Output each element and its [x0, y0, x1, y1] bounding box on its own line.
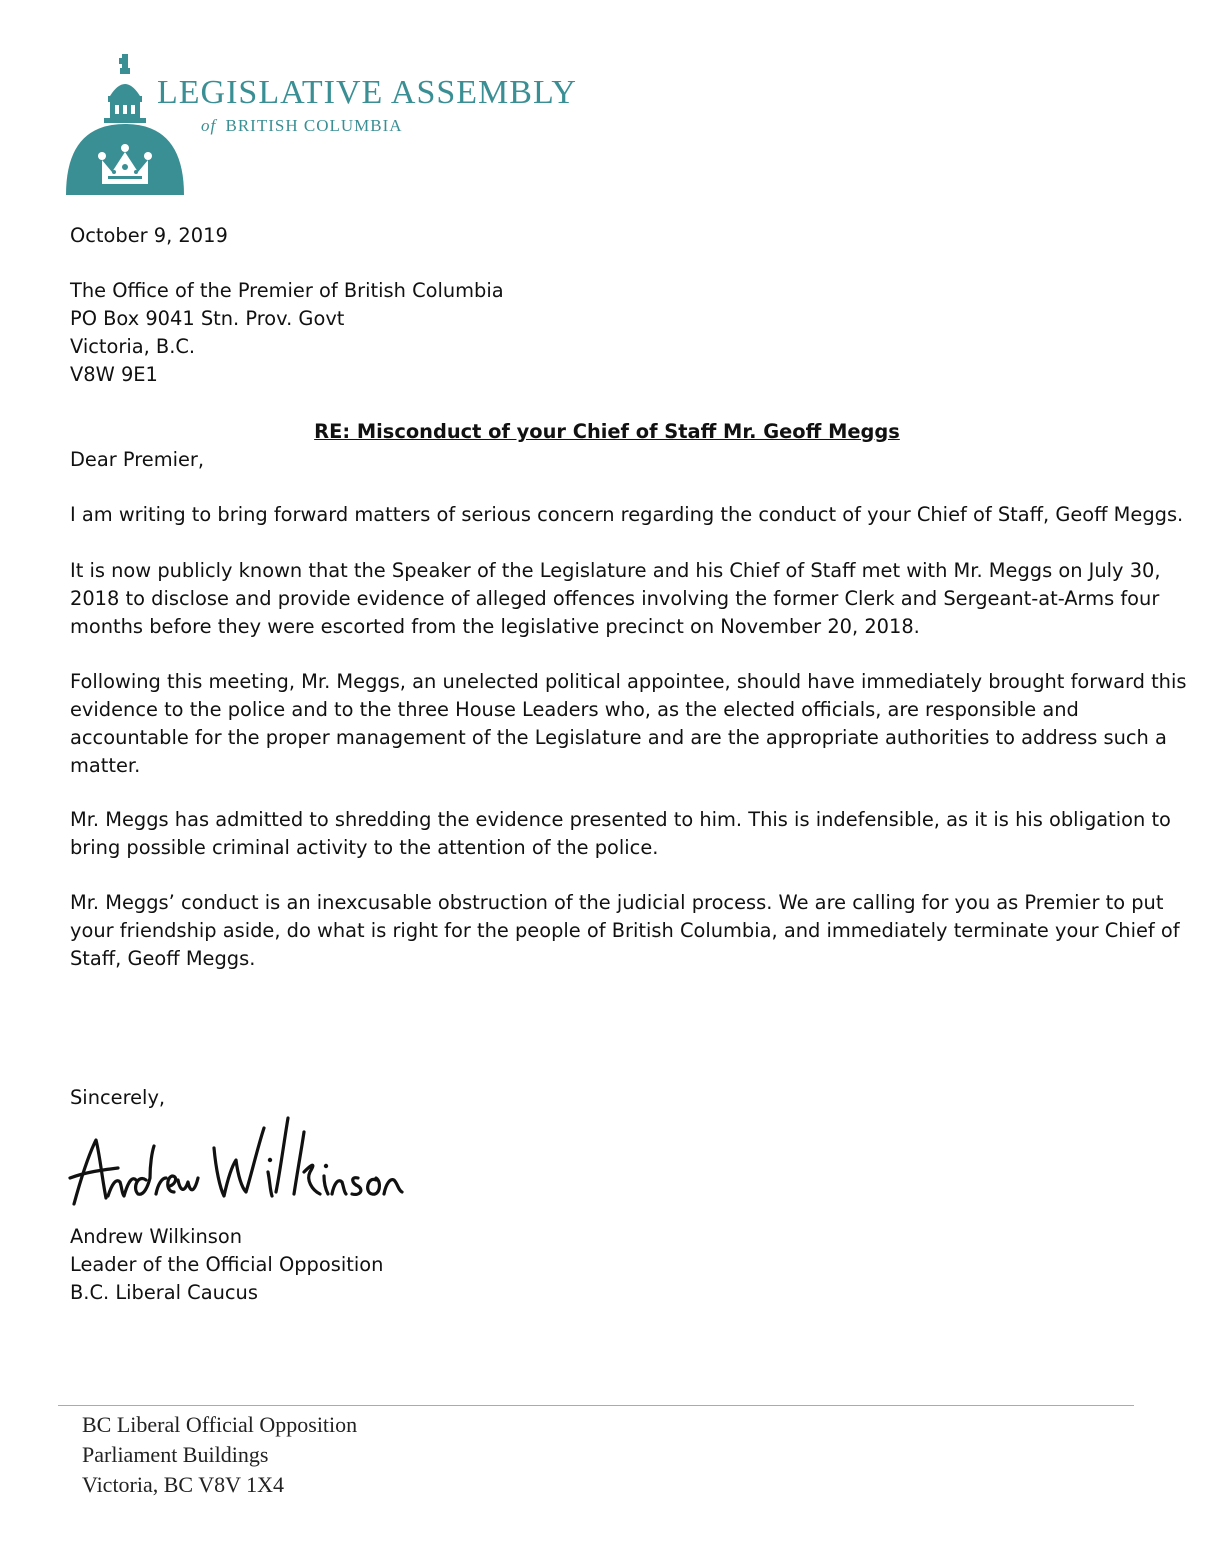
- paragraph-line: months before they were escorted from the legislative precinct on November 20, 2018.: [70, 615, 920, 638]
- footer-line-3: Victoria, BC V8V 1X4: [82, 1472, 284, 1497]
- signer-title: Leader of the Official Opposition: [70, 1253, 384, 1276]
- body-paragraph-3: [70, 668, 1187, 780]
- organization-subtitle: [201, 116, 403, 136]
- subject-line: RE: Misconduct of your Chief of Staff Mr. Geoff Meggs: [314, 420, 900, 443]
- body-paragraph-1: [70, 501, 1184, 529]
- paragraph-line: Staff, Geoff Meggs.: [70, 947, 256, 970]
- recipient-line-1: The Office of the Premier of British Columbia: [70, 279, 504, 302]
- paragraph-line: I am writing to bring forward matters of serious concern regarding the conduct of your Chief of Staff, Geoff Meggs.: [70, 503, 1184, 526]
- recipient-line-4: V8W 9E1: [70, 363, 158, 386]
- paragraph-line: accountable for the proper management of the Legislature and are the appropriate authorities to address such a: [70, 726, 1167, 749]
- paragraph-line: 2018 to disclose and provide evidence of alleged offences involving the former Clerk and Sergeant-at-Arms four: [70, 587, 1160, 610]
- paragraph-line: Mr. Meggs’ conduct is an inexcusable obstruction of the judicial process. We are calling for you as Premier to put: [70, 891, 1164, 914]
- letter-date: October 9, 2019: [70, 224, 228, 247]
- footer-divider: [58, 1405, 1134, 1406]
- paragraph-line: Following this meeting, Mr. Meggs, an unelected political appointee, should have immediately brought forward this: [70, 670, 1187, 693]
- organization-subtitle-province: BRITISH COLUMBIA: [225, 116, 403, 135]
- footer-line-1: BC Liberal Official Opposition: [82, 1412, 358, 1437]
- salutation: Dear Premier,: [70, 448, 205, 471]
- body-paragraph-2: [70, 557, 1161, 641]
- paragraph-line: It is now publicly known that the Speaker of the Legislature and his Chief of Staff met with Mr. Meggs on July 30,: [70, 559, 1161, 582]
- signer-name: Andrew Wilkinson: [70, 1225, 243, 1248]
- paragraph-line: evidence to the police and to the three House Leaders who, as the elected officials, are responsible and: [70, 698, 1079, 721]
- footer-line-2: Parliament Buildings: [82, 1442, 269, 1467]
- handwritten-signature: [66, 1112, 406, 1212]
- closing: Sincerely,: [70, 1086, 166, 1109]
- letterhead: [64, 52, 664, 202]
- signer-organization: B.C. Liberal Caucus: [70, 1281, 258, 1304]
- footer-address: [82, 1410, 357, 1500]
- recipient-line-2: PO Box 9041 Stn. Prov. Govt: [70, 307, 345, 330]
- paragraph-line: your friendship aside, do what is right for the people of British Columbia, and immediately terminate your Chief of: [70, 919, 1180, 942]
- body-paragraph-4: [70, 806, 1171, 862]
- organization-subtitle-of: of: [201, 116, 217, 135]
- paragraph-line: Mr. Meggs has admitted to shredding the evidence presented to him. This is indefensible, as it is his obligation to: [70, 808, 1171, 831]
- recipient-line-3: Victoria, B.C.: [70, 335, 196, 358]
- paragraph-line: matter.: [70, 754, 141, 777]
- body-paragraph-5: [70, 889, 1180, 973]
- organization-name: LEGISLATIVE ASSEMBLY: [157, 74, 577, 111]
- paragraph-line: bring possible criminal activity to the attention of the police.: [70, 836, 659, 859]
